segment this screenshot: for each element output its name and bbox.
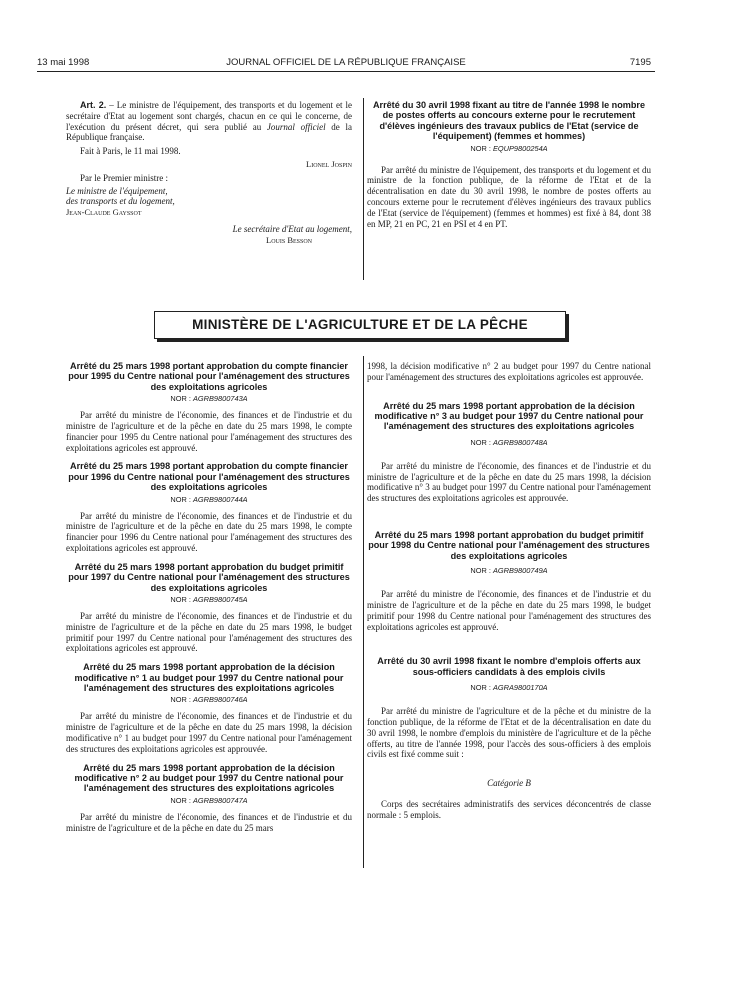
- nor-code: AGRB9800749A: [492, 566, 548, 576]
- nor-reference: NOR : AGRB9800747A: [170, 795, 248, 805]
- category-label: Catégorie B: [487, 778, 531, 789]
- top-left-column: [66, 100, 352, 246]
- nor-reference: NOR : AGRB9800743A: [170, 394, 248, 404]
- nor-code: AGRB9800745A: [192, 595, 248, 605]
- left-article-4: [66, 662, 352, 754]
- column-divider-bottom: [363, 356, 364, 868]
- par-le-premier-ministre: Par le Premier ministre :: [80, 172, 168, 183]
- left-article-2: [66, 461, 352, 553]
- minister-title-1: Le ministre de l'équipement,: [66, 185, 168, 196]
- nor-code: AGRA9800170A: [492, 683, 548, 693]
- nor-reference: NOR : AGRB9800748A: [470, 437, 548, 447]
- article-title: Arrêté du 25 mars 1998 portant approbation du compte financier pour 1995 du Centre national pour l'aménagement des structures des exploitations agricoles: [68, 361, 350, 392]
- category-heading: [367, 778, 651, 789]
- nor-code: AGRB9800747A: [192, 795, 248, 805]
- article-title: Arrêté du 25 mars 1998 portant approbation du budget primitif pour 1997 du Centre national pour l'aménagement des structures des exploitations agricoles: [68, 561, 350, 593]
- article-body: Par arrêté du ministre de l'économie, des finances et de l'industrie et du ministre de l'agriculture et de la pêche en date du 25 mars 1998, le compte financier pour 1996 du Centre national pour l'aménagement des structures des exploitations agricoles est approuvé.: [66, 510, 352, 554]
- secretary-name: Louis Besson: [266, 234, 312, 245]
- article-2-jo: Journal officiel: [266, 121, 326, 132]
- article-body: Par arrêté du ministre de l'agriculture et de la pêche et du ministre de la fonction publique, de la réforme de l'Etat et de la décentralisation en date du 30 avril 1998, le nombre d'emplois du ministère de l'agriculture et de la pêche offerts, au titre de l'année 1998, pour l'accès des sous-officiers à des emplois civils est fixé comme suit :: [367, 706, 651, 760]
- article-title: Arrêté du 30 avril 1998 fixant le nombre d'emplois offerts aux sous-officiers candidats à des emplois civils: [377, 656, 641, 677]
- article-title: Arrêté du 25 mars 1998 portant approbation de la décision modificative n° 2 au budget pour 1997 du Centre national pour l'aménagement des structures des exploitations agricoles: [74, 762, 344, 794]
- article-body: Par arrêté du ministre de l'économie, des finances et de l'industrie et du ministre de l'agriculture et de la pêche en date du 25 mars 1998, la décision modificative n° 1 au budget pour 1997 du Centre national pour l'aménagement des structures des exploitations agricoles est approuvée.: [66, 711, 352, 754]
- nor-reference: [367, 144, 651, 153]
- left-article-3: [66, 562, 352, 654]
- nor-code: AGRB9800743A: [192, 394, 248, 404]
- ministry-banner: MINISTÈRE DE L'AGRICULTURE ET DE LA PÊCHE: [154, 311, 566, 339]
- article-2-text: – Le ministre de l'équipement, des transports et du logement et le secrétaire d'Etat au logement sont chargés, chacun en ce qui le concerne, de l'exécution du présent décret, qui sera publié au: [66, 100, 352, 132]
- article-body: Par arrêté du ministre de l'économie, des finances et de l'industrie et du ministre de l'agriculture et de la pêche en date du 25 mars: [66, 811, 352, 833]
- nor-reference: NOR : AGRB9800746A: [170, 695, 248, 705]
- minister-title-2: des transports et du logement,: [66, 196, 175, 207]
- column-divider-top: [363, 98, 364, 280]
- minister-name: Jean-Claude Gayssot: [66, 207, 142, 218]
- nor-code: AGRB9800746A: [192, 695, 248, 705]
- nor-label: NOR :: [470, 143, 493, 153]
- article-title: Arrêté du 25 mars 1998 portant approbation du compte financier pour 1996 du Centre national pour l'aménagement des structures des exploitations agricoles: [68, 461, 350, 493]
- left-column: [66, 361, 352, 833]
- article-2: [66, 100, 352, 143]
- article-body: Par arrêté du ministre de l'économie, des finances et de l'industrie et du ministre de l'agriculture et de la pêche en date du 25 mars 1998, le budget primitif pour 1998 du Centre national pour l'aménagement des structures des exploitations agricoles est approuvé.: [367, 589, 651, 632]
- continued-text: 1998, la décision modificative n° 2 au budget pour 1997 du Centre national pour l'aménagement des structures des exploitations agricoles est approuvée.: [367, 361, 651, 382]
- right-article-2: [367, 530, 651, 632]
- article-body: Par arrêté du ministre de l'économie, des finances et de l'industrie et du ministre de l'agriculture et de la pêche en date du 25 mars 1998, le compte financier pour 1995 du Centre national pour l'aménagement des structures des exploitations agricoles est approuvé.: [66, 410, 352, 453]
- article-title: Arrêté du 25 mars 1998 portant approbation de la décision modificative n° 3 au budget pour 1997 du Centre national pour l'aménagement des structures des exploitations agricoles: [374, 400, 644, 432]
- left-article-5: [66, 763, 352, 834]
- right-article-1: [367, 401, 651, 504]
- header-page-number: 7195: [629, 57, 651, 68]
- nor-code: EQUP9800254A: [492, 143, 548, 153]
- header-journal: JOURNAL OFFICIEL DE LA RÉPUBLIQUE FRANÇAISE: [226, 57, 466, 68]
- nor-reference: NOR : AGRB9800744A: [170, 494, 248, 504]
- secretary-title: Le secrétaire d'Etat au logement,: [232, 223, 352, 234]
- article-body: Par arrêté du ministre de l'équipement, des transports et du logement et du ministre de la fonction publique, de la réforme de l'Etat et de la décentralisation en date du 30 avril 1998, le nombre de postes offerts au concours externe pour le recrutement d'élèves ingénieurs des travaux publics de l'Etat (service de l'équipement) (femmes et hommes) est fixé à 84, dont 38 en MP, 21 en PC, 21 en PSI et 4 en PT.: [367, 164, 651, 229]
- nor-reference: NOR : AGRB9800749A: [470, 566, 548, 576]
- signer-prime-minister: Lionel Jospin: [306, 158, 352, 169]
- category-text: Corps des secrétaires administratifs des services déconcentrés de classe normale : 5 emplois.: [367, 799, 651, 820]
- top-right-column: [367, 100, 651, 229]
- article-2-label: Art. 2.: [80, 100, 107, 110]
- nor-reference: NOR : AGRA9800170A: [470, 683, 548, 693]
- header-date: 13 mai 1998: [37, 57, 90, 68]
- left-article-1: [66, 361, 352, 453]
- article-body: Par arrêté du ministre de l'économie, des finances et de l'industrie et du ministre de l'agriculture et de la pêche en date du 25 mars 1998, la décision modificative n° 3 au budget pour 1997 du Centre national pour l'aménagement des structures des exploitations agricoles est approuvée.: [367, 460, 651, 504]
- right-column: [367, 361, 651, 821]
- nor-reference: NOR : AGRB9800745A: [170, 595, 248, 605]
- nor-code: AGRB9800744A: [192, 494, 248, 504]
- page-header: [37, 57, 655, 72]
- nor-code: AGRB9800748A: [492, 437, 548, 447]
- article-2-end: de la République française.: [66, 121, 352, 143]
- article-title: Arrêté du 30 avril 1998 fixant au titre de l'année 1998 le nombre de postes offerts au concours externe pour le recrutement d'élèves ingénieurs des travaux publics de l'Etat (service de l'équipement) (femmes et hommes): [372, 100, 646, 142]
- article-title: Arrêté du 25 mars 1998 portant approbation de la décision modificative n° 1 au budget pour 1997 du Centre national pour l'aménagement des structures des exploitations agricoles: [74, 662, 344, 694]
- article-title: Arrêté du 25 mars 1998 portant approbation du budget primitif pour 1998 du Centre national pour l'aménagement des structures des exploitations agricoles: [368, 530, 650, 561]
- right-article-3: [367, 656, 651, 760]
- fait-a-paris: Fait à Paris, le 11 mai 1998.: [80, 146, 181, 157]
- article-body: Par arrêté du ministre de l'économie, des finances et de l'industrie et du ministre de l'agriculture et de la pêche en date du 25 mars 1998, le budget primitif pour 1997 du Centre national pour l'aménagement des structures des exploitations agricoles est approuvé.: [66, 611, 352, 654]
